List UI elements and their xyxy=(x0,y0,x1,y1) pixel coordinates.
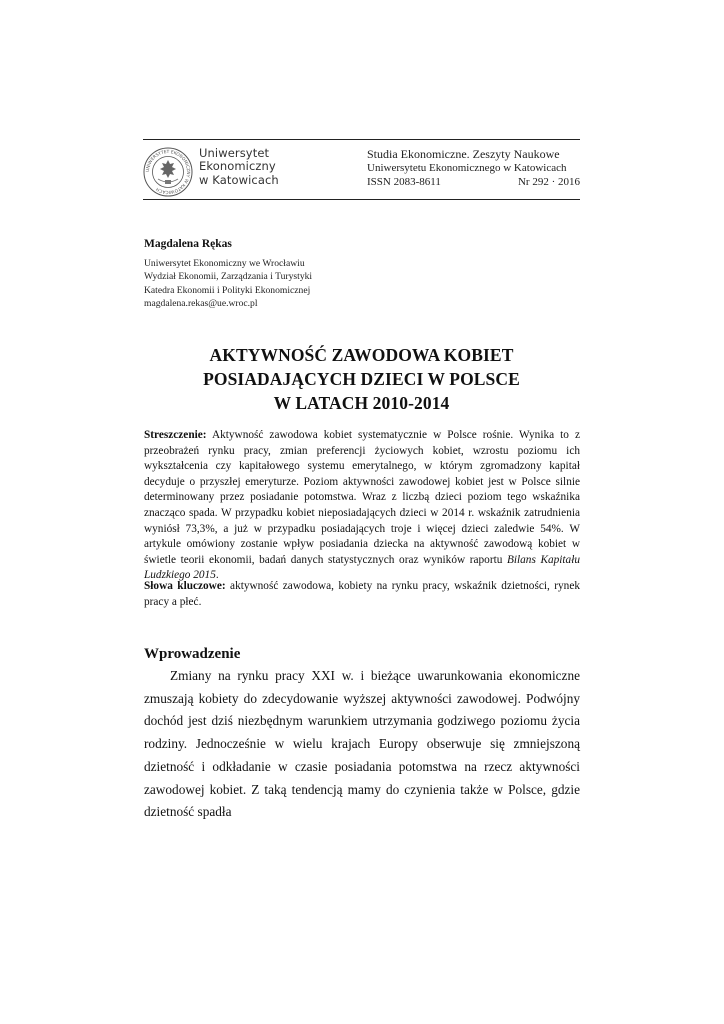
keywords-text: aktywność zawodowa, kobiety na rynku pracy, wskaźnik dzietności, rynek pracy a płeć. xyxy=(144,580,580,608)
title-line-1: AKTYWNOŚĆ ZAWODOWA KOBIET xyxy=(209,345,514,365)
affiliation-faculty: Wydział Ekonomii, Zarządzania i Turystyki xyxy=(144,271,313,283)
affiliation-department: Katedra Ekonomii i Polityki Ekonomicznej xyxy=(144,284,311,296)
author-email[interactable]: magdalena.rekas@ue.wroc.pl xyxy=(144,297,258,309)
paper-title xyxy=(143,343,580,415)
issue-number: Nr 292 · 2016 xyxy=(517,176,580,188)
abstract-text: Aktywność zawodowa kobiet systematycznie w Polsce rośnie. Wynika to z przeobrażeń rynku pracy, zmian preferencji życiowych kobiet, wzrostu poziomu ich wykształcenia czy kapitałowego systemu emerytalnego, w którym zgromadzony kapitał decyduje o przyszłej emeryturze. Poziom aktywności zawodowej kobiet jest w Polsce silnie determinowany przez posiadanie potomstwa. Wraz z liczbą dzieci poziom tego wskaźnika znacząco spada. W przypadku kobiet nieposiadających dzieci w 2014 r. wskaźnik zatrudnienia wyniósł 73,3%, a już w przypadku posiadających troje i więcej dzieci zaledwie 54%. W artykule omówiony zostanie wpływ posiadania dziecka na aktywność zawodową kobiet w świetle teorii ekonomii, badań danych statystycznych oraz wyników raportu xyxy=(144,429,580,566)
svg-text:UNIWERSYTET EKONOMICZNY W KATO: UNIWERSYTET EKONOMICZNY W KATOWICACH xyxy=(145,149,191,195)
journal-issn-row xyxy=(367,175,580,189)
university-name xyxy=(199,147,279,187)
abstract-report-title: Bilans Kapitału Ludzkiego 2015 xyxy=(144,553,580,582)
author-name: Magdalena Rękas xyxy=(144,238,232,250)
journal-info xyxy=(367,147,580,189)
university-name-line-2: Ekonomiczny xyxy=(199,159,276,174)
keywords-label: Słowa kluczowe: xyxy=(144,580,226,592)
section-title: Wprowadzenie xyxy=(144,646,241,662)
issn: ISSN 2083-8611 xyxy=(367,176,441,188)
university-name-line-1: Uniwersytet xyxy=(199,146,270,160)
section-paragraph: Zmiany na rynku pracy XXI w. i bieżące uwarunkowania ekonomiczne zmuszają kobiety do zdecydowanie wyższej aktywności zawodowej. Podwójny dochód jest dziś niezbędnym warunkiem utrzymania godziwego poziomu życia rodziny. Jednocześnie w wielu krajach Europy obserwuje się zmniejszoną dzietność i odkładanie w czasie posiadania potomstwa na rzecz aktywności zawodowej kobiet. Z taką tendencją mamy do czynienia także w Polsce, gdzie dzietność spadła xyxy=(144,668,580,820)
university-seal-logo xyxy=(143,147,193,197)
author-affiliation xyxy=(144,257,312,310)
university-name-line-3: w Katowicach xyxy=(199,172,279,187)
title-line-3: W LATACH 2010-2014 xyxy=(273,393,450,413)
abstract xyxy=(144,428,580,584)
journal-publisher: Uniwersytetu Ekonomicznego w Katowicach xyxy=(367,162,567,174)
affiliation-university: Uniwersytet Ekonomiczny we Wrocławiu xyxy=(144,258,305,269)
abstract-label: Streszczenie: xyxy=(144,429,207,441)
title-line-2: POSIADAJĄCYCH DZIECI W POLSCE xyxy=(203,369,520,389)
header-top-rule xyxy=(143,139,580,140)
journal-title: Studia Ekonomiczne. Zeszyty Naukowe xyxy=(367,147,560,161)
keywords xyxy=(144,579,580,610)
abstract-end: . xyxy=(215,569,219,582)
header-bottom-rule xyxy=(143,199,580,200)
